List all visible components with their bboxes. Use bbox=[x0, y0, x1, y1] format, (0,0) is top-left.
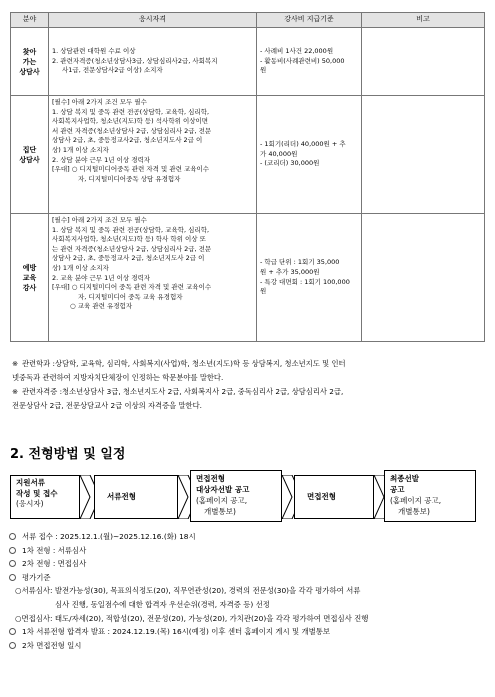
req-line: 상담사 2급, 초, 중등정교사 2급, 청소년지도사 2급 이 bbox=[52, 254, 205, 263]
note-cell bbox=[362, 214, 485, 342]
category-line: 상담사 bbox=[19, 155, 40, 164]
schedule-text: 2차 전형 : 면접심사 bbox=[22, 559, 87, 569]
schedule-item bbox=[9, 544, 489, 558]
category-line: 상담사 bbox=[19, 67, 40, 76]
schedule-item bbox=[9, 625, 489, 639]
flow-step-line: 개별통보) bbox=[398, 507, 430, 516]
schedule-item bbox=[9, 639, 489, 653]
schedule-item bbox=[9, 530, 489, 544]
note-mark: ※ bbox=[12, 387, 19, 396]
note-related-certs bbox=[12, 385, 484, 413]
flow-step-line: (홈페이지 공고, bbox=[390, 496, 442, 505]
note-line: 상담학, 교육학, 심리학, 사회복지(사업)학, 청소년(지도)학 등 상담복지, 청소년지도 및 인터 bbox=[54, 359, 346, 368]
circle-bullet-icon bbox=[9, 642, 16, 649]
schedule-text: 2차 면접전형 일시 bbox=[22, 640, 82, 650]
header-field: 분야 bbox=[11, 13, 49, 28]
eval-document: ○서류심사: 발전가능성(30), 목표의식정도(20), 직무연관성(20), 경력의 전문성(30)을 각각 평가하여 서류 bbox=[15, 586, 361, 596]
pay-line: 가 40,000원 bbox=[260, 149, 298, 158]
schedule-item bbox=[9, 557, 489, 571]
req-line: 상) 1개 이상 소지자 bbox=[52, 263, 109, 272]
note-label: 관련학과 : bbox=[22, 359, 55, 368]
note-line: 전문상담사 2급, 전문상담교사 2급 이상의 자격증을 말한다. bbox=[12, 401, 202, 410]
qualification-cell bbox=[49, 214, 257, 342]
req-line: [우대] ○ 디지털미디어 중독 관련 자격 및 관련 교육이수 bbox=[52, 283, 212, 292]
flow-step-document-review bbox=[94, 475, 178, 519]
flow-step-line: 면접전형 bbox=[196, 474, 225, 483]
schedule-list bbox=[9, 530, 489, 652]
req-line: 사회복지사업학, 청소년(지도)학 등) 학사 학위 이상 또 bbox=[52, 235, 206, 244]
table-row bbox=[11, 214, 485, 342]
schedule-text: 평가기준 bbox=[22, 572, 51, 582]
pay-cell bbox=[257, 28, 362, 96]
req-line: 자, 디지털미디어중독 상담 유경험자 bbox=[78, 174, 181, 183]
eval-document-cont: 심사 진행, 동일점수에 대한 합격자 우선순위(경력, 자격증 등) 선정 bbox=[55, 599, 270, 609]
req-line: [필수] 아래 2가지 조건 모두 필수 bbox=[52, 98, 147, 106]
req-line: [필수] 아래 2가지 조건 모두 필수 bbox=[52, 216, 147, 224]
flow-step-line: (응시자) bbox=[16, 499, 44, 508]
pay-line: - 사례비 1사건 22,000원 bbox=[260, 47, 334, 56]
flow-step-line: 서류전형 bbox=[107, 492, 136, 501]
circle-bullet-icon bbox=[9, 560, 16, 567]
flow-step-application bbox=[10, 475, 80, 519]
header-qualification: 응시자격 bbox=[49, 13, 257, 28]
flow-step-interview bbox=[294, 475, 374, 519]
req-line: 사1급, 전문상담사2급 이상) 소지자 bbox=[62, 66, 163, 75]
schedule-item bbox=[9, 571, 489, 585]
category-line: 찾아 bbox=[22, 47, 37, 56]
req-line: 2. 관련자격증(청소년상담사3급, 상담심리사2급, 사회복지 bbox=[52, 56, 218, 65]
circle-bullet-icon bbox=[9, 533, 16, 540]
pay-line: - 활동비(사례관련비) 50,000 bbox=[260, 56, 345, 65]
flow-step-line: 최종선발 bbox=[390, 474, 419, 483]
flow-step-line: (홈페이지 공고, bbox=[196, 496, 248, 505]
recruitment-table bbox=[10, 12, 485, 342]
category-line: 집단 bbox=[22, 145, 37, 154]
header-pay: 강사비 지급기준 bbox=[257, 13, 362, 28]
schedule-text: 1차 전형 : 서류심사 bbox=[22, 545, 87, 555]
flow-step-line: 개별통보) bbox=[204, 507, 236, 516]
note-cell bbox=[362, 28, 485, 96]
note-line: 넷중독과 관련하여 지방자치단체장이 인정하는 학문분야를 말한다. bbox=[12, 373, 224, 382]
pay-line: - 학급 단위 : 1회기 35,000 bbox=[260, 258, 340, 267]
schedule-text: 서류 접수 : 2025.12.1.(월)~2025.12.16.(화) 18시 bbox=[22, 532, 196, 541]
eval-interview: ○면접심사: 태도/자세(20), 적합성(20), 전문성(20), 가능성(20), 가치관(20)을 각각 평가하여 면접심사 진행 bbox=[15, 613, 369, 623]
pay-cell bbox=[257, 214, 362, 342]
qualification-cell bbox=[49, 96, 257, 214]
pay-line: - 특강 대면회 : 1회기 100,000 bbox=[260, 277, 350, 286]
schedule-text: 1차 서류전형 합격자 발표 : 2024.12.19.(목) 16시(예정) 이후 센터 홈페이지 게시 및 개별통보 bbox=[22, 627, 331, 637]
flow-step-line: 공고 bbox=[390, 485, 405, 494]
note-related-majors bbox=[12, 357, 484, 385]
note-label: 관련자격증 : bbox=[22, 387, 63, 396]
header-note: 비고 bbox=[362, 13, 485, 28]
req-line: 자, 디지털미디어 중독 교육 유경험자 bbox=[78, 292, 183, 301]
pay-line: 원 bbox=[260, 66, 267, 75]
flow-step-line: 대상자선발 공고 bbox=[196, 485, 250, 494]
req-line: 사회복지사업학, 청소년(지도)학 등) 석사학위 이상이면 bbox=[52, 117, 209, 126]
req-line: 2. 교육 분야 근무 1년 이상 경력자 bbox=[52, 273, 151, 282]
qualification-cell bbox=[49, 28, 257, 96]
pay-cell bbox=[257, 96, 362, 214]
note-mark: ※ bbox=[12, 359, 19, 368]
req-line: 1. 상담 복지 및 중독 관련 전공(상담학, 교육학, 심리학, bbox=[52, 225, 210, 234]
category-cell bbox=[11, 96, 49, 214]
pay-line: 원 + 추가 35,000원 bbox=[260, 267, 320, 276]
flow-step-final-notice bbox=[384, 470, 476, 522]
req-line: [우대] ○ 디지털미디어중독 관련 자격 및 관련 교육이수 bbox=[52, 165, 210, 174]
circle-bullet-icon bbox=[9, 574, 16, 581]
pay-line: 원 bbox=[260, 287, 267, 296]
flow-step-line: 작성 및 접수 bbox=[16, 488, 58, 498]
note-cell bbox=[362, 96, 485, 214]
req-line: 는 관련 자격증(청소년상담사 2급, 상담심리사 2급, 전문 bbox=[52, 244, 212, 253]
category-cell bbox=[11, 214, 49, 342]
circle-bullet-icon bbox=[9, 628, 16, 635]
flow-step-interview-notice bbox=[190, 470, 282, 522]
req-line: 1. 상담관련 대학원 수료 이상 bbox=[52, 47, 136, 56]
category-cell bbox=[11, 28, 49, 96]
pay-line: - (코리더) 30,000원 bbox=[260, 159, 320, 168]
circle-bullet-icon bbox=[9, 547, 16, 554]
req-line: 1. 상담 복지 및 중독 관련 전공(상담학, 교육학, 심리학, bbox=[52, 107, 210, 116]
note-line: 청소년상담사 3급, 청소년지도사 2급, 사회복지사 2급, 중독심리사 2급, 상담심리사 2급, bbox=[62, 387, 344, 396]
notes-section bbox=[12, 357, 484, 413]
req-line: 서 관련 자격증(청소년상담사 2급, 상담심리사 2급, 전문 bbox=[52, 126, 212, 135]
category-line: 예방 bbox=[22, 263, 37, 272]
table-row bbox=[11, 96, 485, 214]
category-line: 교육 bbox=[22, 273, 37, 282]
req-line: 2. 상담 분야 근무 1년 이상 경력자 bbox=[52, 155, 151, 164]
table-header-row bbox=[11, 13, 485, 28]
section-title: 2. 전형방법 및 일정 bbox=[10, 447, 126, 462]
req-line: 상담사 2급, 초, 중등정교사2급, 청소년지도사 2급 이 bbox=[52, 136, 203, 145]
table-row bbox=[11, 28, 485, 96]
category-line: 가는 bbox=[22, 57, 37, 66]
req-line: 상) 1개 이상 소지자 bbox=[52, 145, 109, 154]
flow-step-line: 지원서류 bbox=[16, 478, 45, 487]
category-line: 강사 bbox=[22, 283, 37, 292]
pay-line: - 1회기(리더) 40,000원 + 추 bbox=[260, 140, 346, 149]
req-line: ○ 교육 관련 유경험자 bbox=[70, 302, 133, 311]
flow-step-line: 면접전형 bbox=[307, 492, 336, 501]
